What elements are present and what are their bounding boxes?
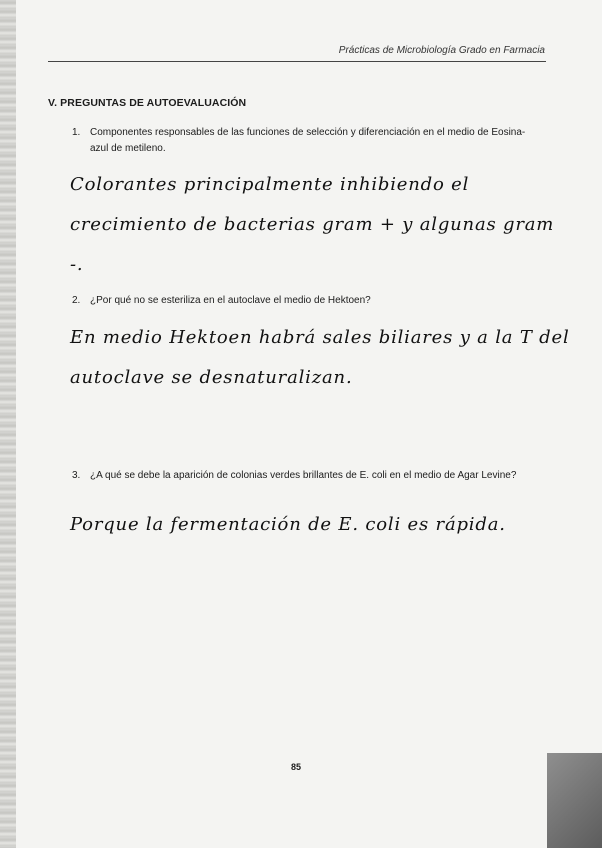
scan-corner-shadow (547, 753, 602, 848)
question-number: 1. (72, 127, 81, 138)
header-divider (48, 61, 546, 62)
question-number: 3. (72, 470, 81, 481)
question-3 (72, 468, 542, 484)
scan-binding-edge (0, 0, 16, 848)
question-2 (72, 293, 542, 309)
running-header: Prácticas de Microbiología Grado en Farmacia (338, 45, 545, 56)
question-text: Componentes responsables de las funciones de selección y diferenciación en el medio de Eosina-azul de metileno. (90, 127, 526, 154)
question-number: 2. (72, 295, 81, 306)
section-title: V. PREGUNTAS DE AUTOEVALUACIÓN (48, 97, 247, 109)
page-number: 85 (291, 762, 302, 772)
handwritten-answer-3: Porque la fermentación de E. coli es rápida. (70, 514, 506, 535)
handwritten-answer-1: Colorantes principalmente inhibiendo el crecimiento de bacterias gram + y algunas gram -. (70, 174, 555, 275)
question-text: ¿A qué se debe la aparición de colonias verdes brillantes de E. coli en el medio de Agar Levine? (90, 470, 517, 481)
question-1 (72, 125, 542, 157)
question-text: ¿Por qué no se esteriliza en el autoclave el medio de Hektoen? (90, 295, 371, 306)
handwritten-answer-2: En medio Hektoen habrá sales biliares y a la T del autoclave se desnaturalizan. (70, 327, 570, 388)
